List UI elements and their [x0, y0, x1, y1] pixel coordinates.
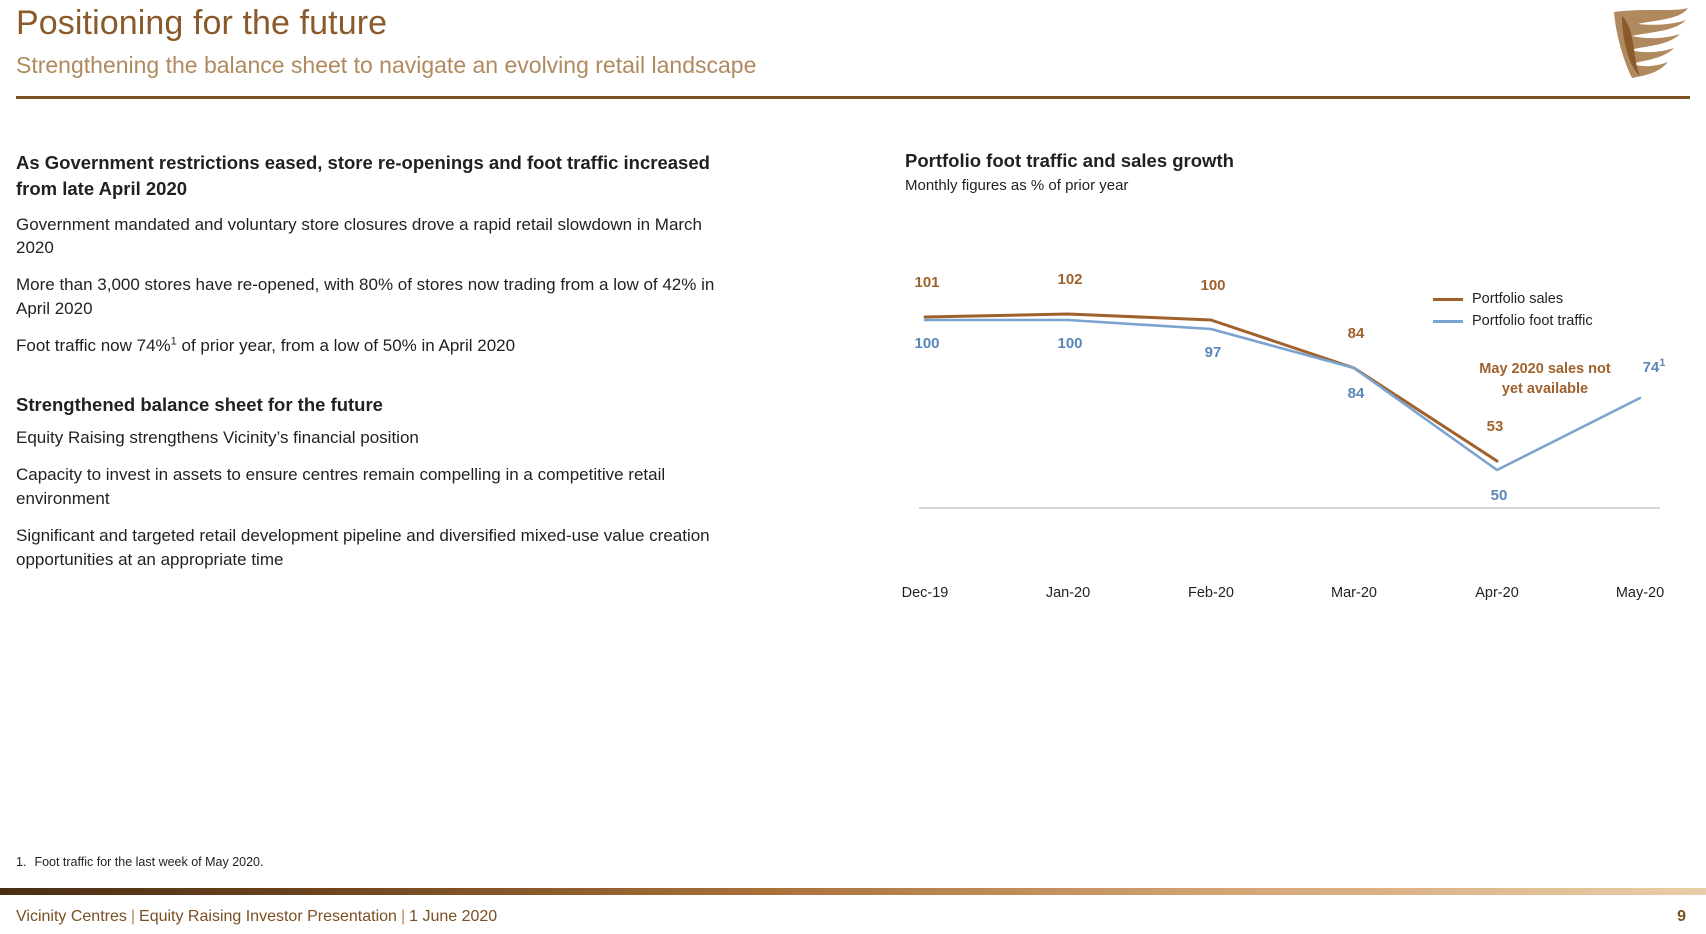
vicinity-logo-icon [1602, 6, 1692, 86]
legend-swatch-foot-traffic [1433, 320, 1463, 323]
chart-title: Portfolio foot traffic and sales growth [905, 150, 1234, 171]
data-label-traffic-apr20: 50 [1490, 487, 1508, 504]
data-label-sales-mar20: 84 [1347, 325, 1365, 342]
data-label-sales-dec19: 101 [914, 274, 940, 291]
left-content-column [16, 150, 716, 585]
body-paragraph-3 [16, 334, 716, 357]
footnote-text: Foot traffic for the last week of May 2020. [34, 855, 264, 869]
footnote [16, 855, 263, 869]
footnote-paragraph-after: of prior year, from a low of 50% in April 2020 [176, 336, 516, 356]
footnote-marker: 1 [170, 335, 177, 348]
legend-item-sales [1433, 288, 1593, 310]
x-axis-label-may20: May-20 [1615, 585, 1665, 601]
header-divider [16, 96, 1690, 99]
page-subtitle: Strengthening the balance sheet to navigate an evolving retail landscape [16, 52, 757, 78]
section-paragraph-3: Significant and targeted retail development pipeline and diversified mixed-use value creation opportunities at an appropriate time [16, 526, 710, 569]
footer-separator-2: | [400, 908, 406, 925]
x-axis-label-mar20: Mar-20 [1331, 585, 1377, 601]
body-paragraph-2: More than 3,000 stores have re-opened, with 80% of stores now trading from a low of 42% in April 2020 [16, 275, 715, 318]
data-label-footnote-marker: 1 [1659, 357, 1666, 369]
section-paragraph-2: Capacity to invest in assets to ensure centres remain compelling in a competitive retail environment [16, 465, 666, 508]
legend-label-sales: Portfolio sales [1472, 291, 1564, 307]
x-axis-label-dec19: Dec-19 [901, 585, 949, 601]
data-label-sales-jan20: 102 [1057, 271, 1083, 288]
chart-annotation-no-sales: May 2020 sales not yet available [1479, 361, 1611, 397]
data-label-traffic-may20-value: 74 [1642, 359, 1660, 376]
x-axis-label-jan20: Jan-20 [1045, 585, 1091, 601]
chart-panel [901, 150, 1685, 601]
legend-item-foot-traffic [1433, 310, 1593, 332]
data-label-traffic-may20 [1634, 359, 1674, 376]
footer-company: Vicinity Centres [16, 908, 127, 925]
footer-date: 1 June 2020 [409, 908, 498, 925]
legend-swatch-sales [1433, 298, 1463, 301]
legend-label-foot-traffic: Portfolio foot traffic [1472, 313, 1593, 329]
footnote-paragraph-before: Foot traffic now 74% [16, 336, 171, 356]
x-axis-label-apr20: Apr-20 [1475, 585, 1519, 601]
footer-text [16, 908, 497, 926]
footnote-number: 1. [16, 855, 27, 869]
data-label-traffic-feb20: 97 [1204, 344, 1222, 361]
chart-legend [1433, 288, 1593, 332]
footer-divider [0, 888, 1706, 895]
page-title: Positioning for the future [16, 4, 388, 42]
chart-subtitle: Monthly figures as % of prior year [905, 177, 1129, 194]
data-label-traffic-mar20: 84 [1347, 385, 1365, 402]
footer-doc: Equity Raising Investor Presentation [139, 908, 397, 925]
footer-separator-1: | [130, 908, 136, 925]
data-label-traffic-dec19: 100 [914, 335, 940, 352]
x-axis-label-feb20: Feb-20 [1188, 585, 1234, 601]
data-label-sales-feb20: 100 [1200, 277, 1226, 294]
data-label-traffic-jan20: 100 [1057, 335, 1083, 352]
page-number: 9 [1677, 908, 1686, 925]
lead-heading: As Government restrictions eased, store re-openings and foot traffic increased from late April 2020 [16, 152, 710, 200]
section-paragraph-1: Equity Raising strengthens Vicinity’s financial position [16, 427, 419, 447]
section-heading: Strengthened balance sheet for the future [16, 393, 383, 415]
data-label-sales-apr20: 53 [1486, 418, 1504, 435]
body-paragraph-1: Government mandated and voluntary store closures drove a rapid retail slowdown in March 2020 [16, 214, 703, 257]
chart-plot-area [901, 210, 1685, 601]
